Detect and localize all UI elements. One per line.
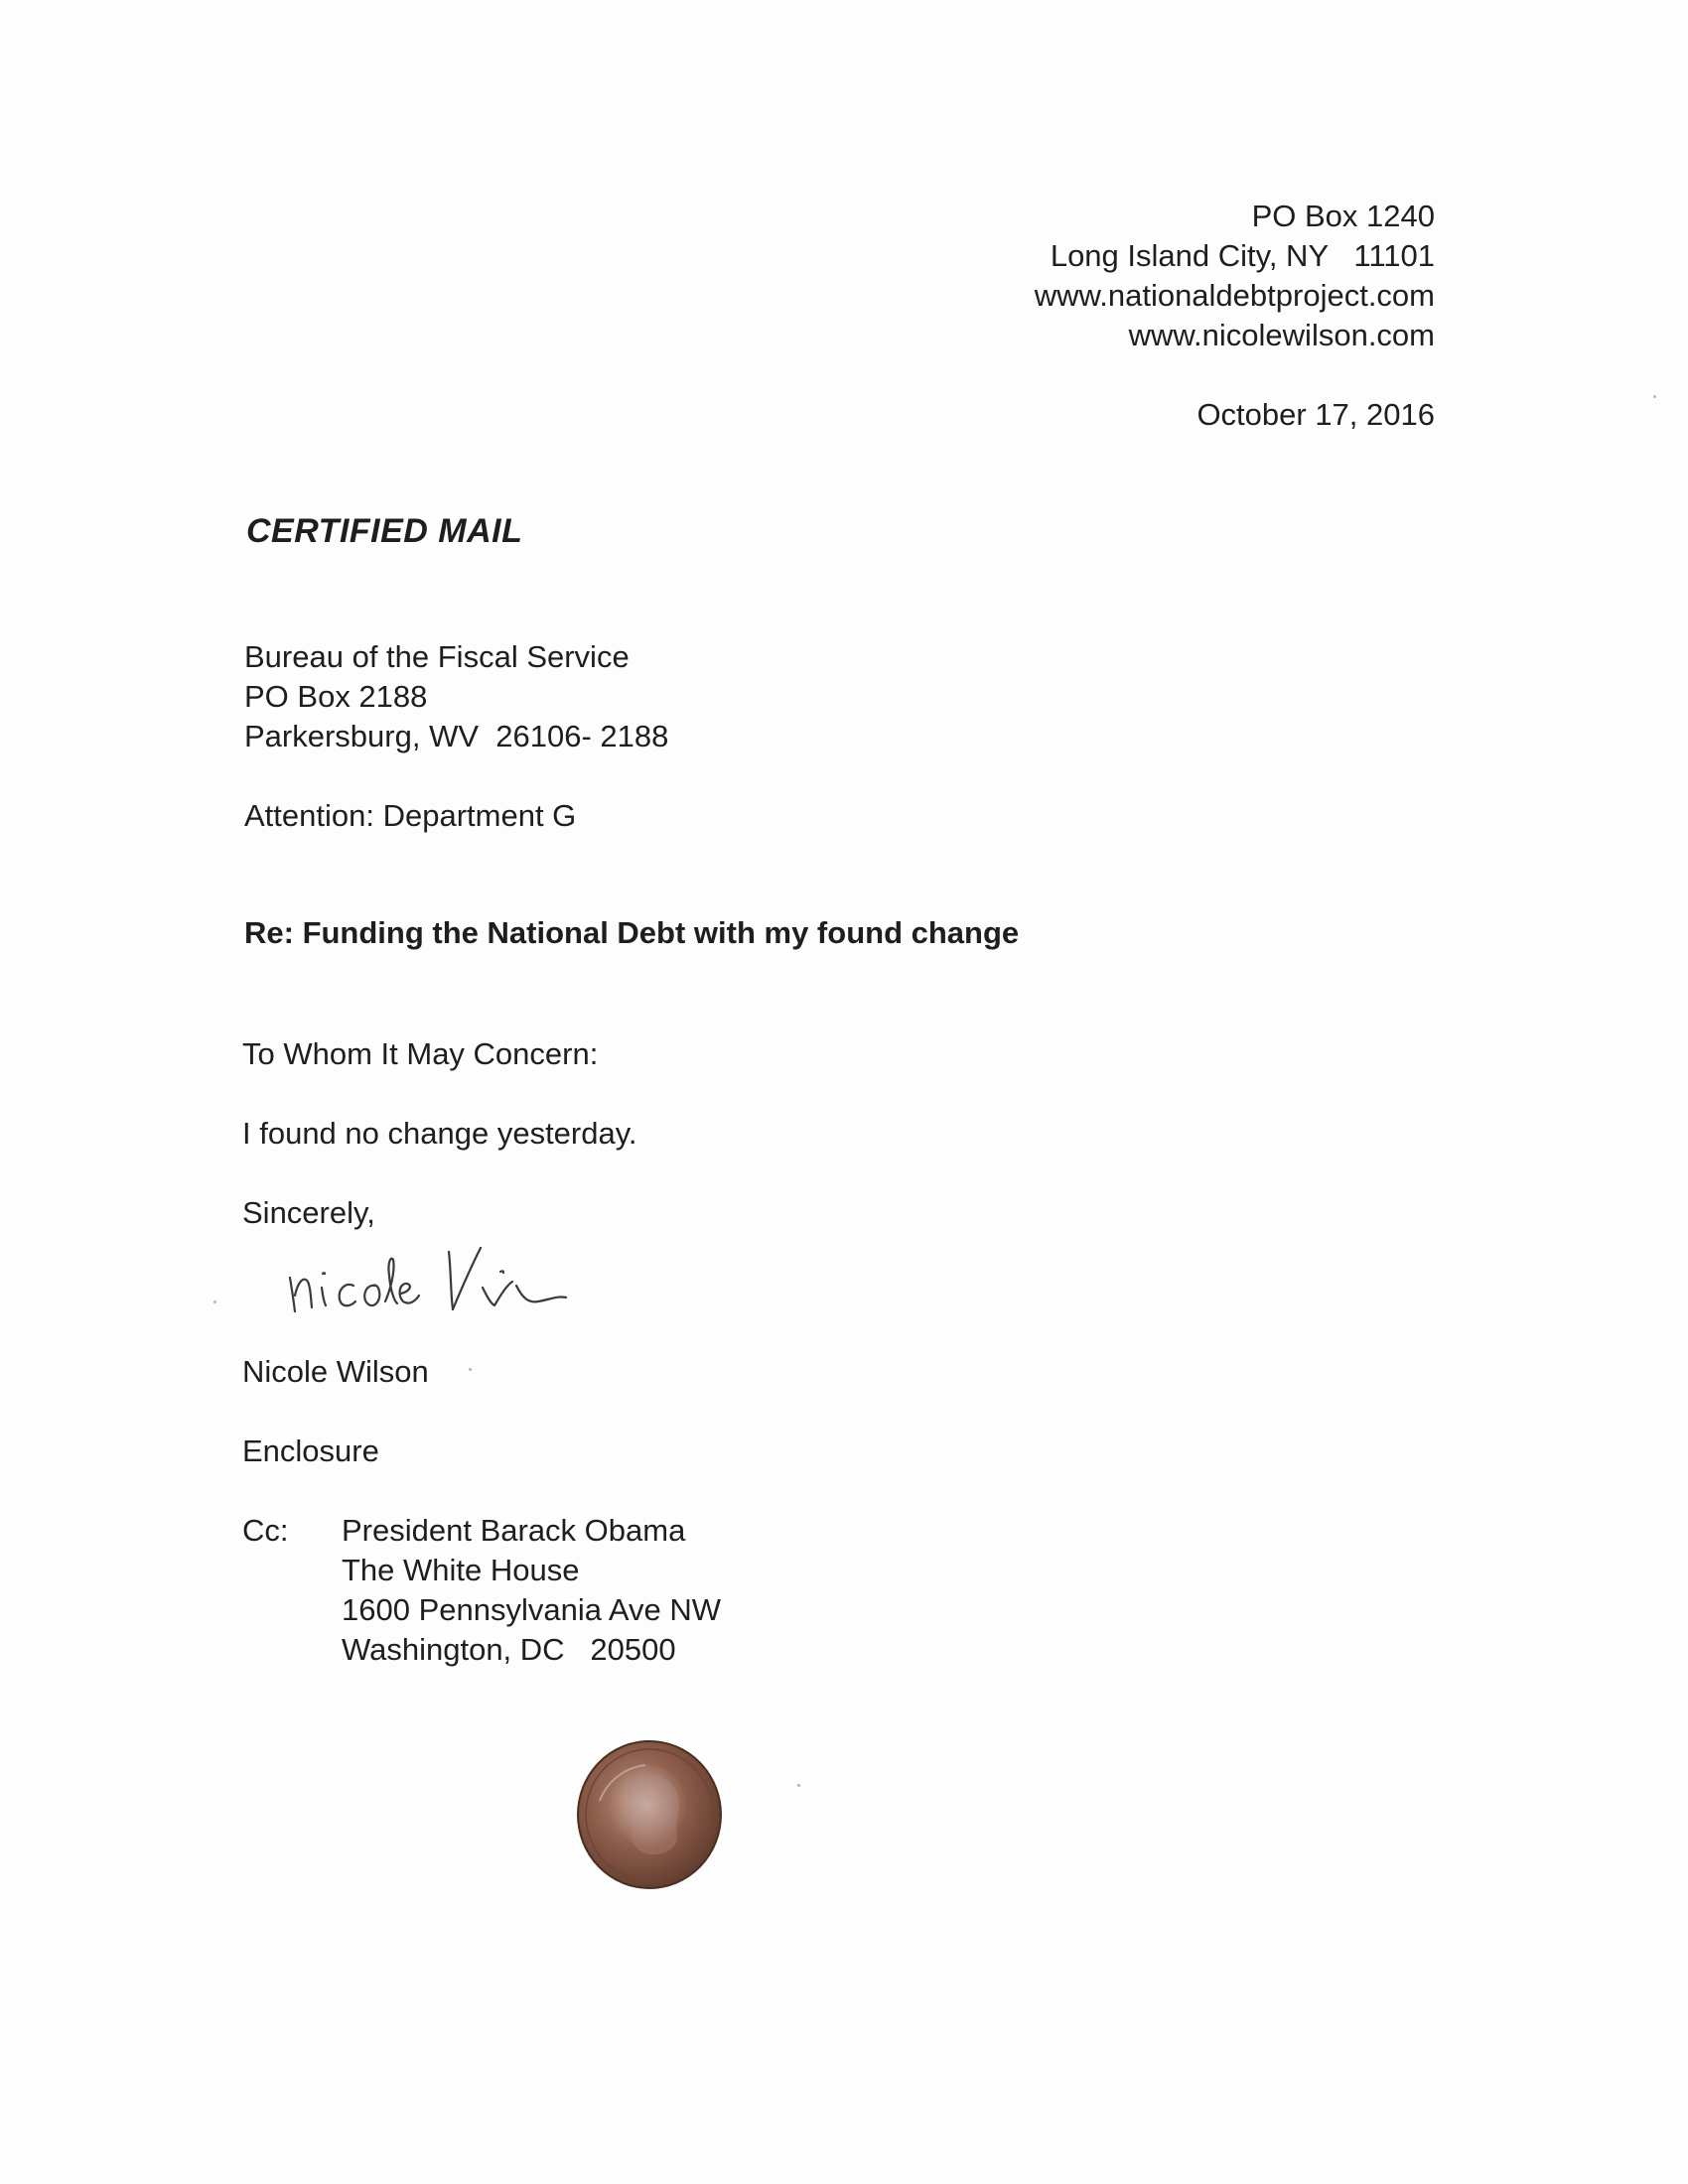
scan-speck bbox=[797, 1784, 800, 1787]
certified-mail-heading: CERTIFIED MAIL bbox=[246, 512, 523, 550]
letter-date: October 17, 2016 bbox=[1196, 397, 1435, 432]
enclosure-notation: Enclosure bbox=[242, 1433, 379, 1468]
handwritten-signature bbox=[278, 1216, 616, 1325]
scan-speck bbox=[1653, 395, 1656, 398]
sender-address-block bbox=[1035, 197, 1435, 355]
signer-name: Nicole Wilson bbox=[242, 1354, 429, 1389]
cc-recipient-org: The White House bbox=[342, 1553, 580, 1587]
subject-line: Re: Funding the National Debt with my found change bbox=[244, 915, 1020, 950]
closing: Sincerely, bbox=[242, 1195, 375, 1230]
cc-label: Cc: bbox=[242, 1513, 289, 1548]
cc-recipient-name: President Barack Obama bbox=[342, 1513, 686, 1548]
sender-po-box: PO Box 1240 bbox=[1251, 199, 1435, 233]
cc-city-state-zip: Washington, DC 20500 bbox=[342, 1632, 676, 1667]
recipient-name: Bureau of the Fiscal Service bbox=[244, 639, 630, 674]
attention-line: Attention: Department G bbox=[244, 798, 577, 833]
letter-body: I found no change yesterday. bbox=[242, 1116, 637, 1151]
cc-street: 1600 Pennsylvania Ave NW bbox=[342, 1592, 721, 1627]
sender-website-2: www.nicolewilson.com bbox=[1128, 318, 1435, 352]
recipient-address-block bbox=[244, 637, 668, 756]
scan-speck bbox=[469, 1368, 472, 1371]
recipient-city-state-zip: Parkersburg, WV 26106- 2188 bbox=[244, 719, 669, 753]
penny-coin-icon bbox=[574, 1739, 725, 1890]
salutation: To Whom It May Concern: bbox=[242, 1036, 599, 1071]
sender-website-1: www.nationaldebtproject.com bbox=[1034, 278, 1435, 313]
recipient-po-box: PO Box 2188 bbox=[244, 679, 428, 714]
cc-address-block bbox=[342, 1511, 721, 1670]
sender-city-state-zip: Long Island City, NY 11101 bbox=[1050, 238, 1435, 273]
scan-speck bbox=[213, 1300, 216, 1303]
